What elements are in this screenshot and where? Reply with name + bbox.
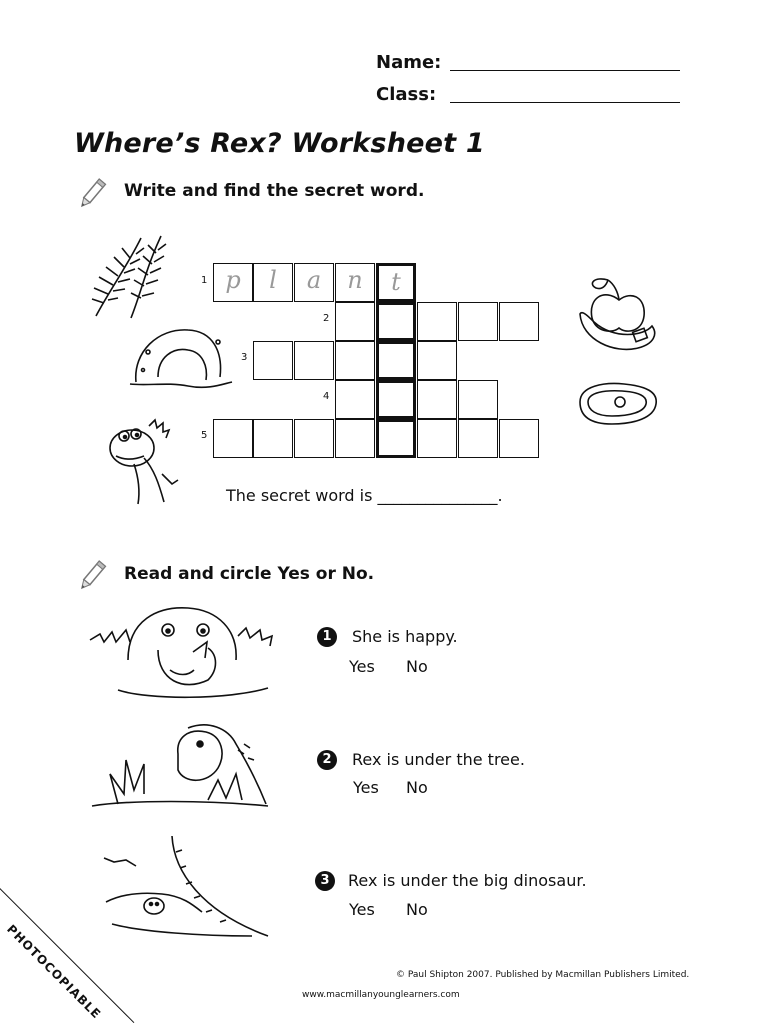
no-option-3[interactable]: No <box>406 900 428 919</box>
cell-letter: t <box>391 268 401 296</box>
crossword-cell[interactable] <box>335 419 375 458</box>
yes-option-2[interactable]: Yes <box>353 778 379 797</box>
crossword-cell[interactable] <box>417 341 457 380</box>
crossword-cell[interactable] <box>335 302 375 341</box>
name-line[interactable] <box>450 70 680 71</box>
copyright-text: © Paul Shipton 2007. Published by Macmillan Publishers Limited. <box>396 970 690 980</box>
yes-option-3[interactable]: Yes <box>349 900 375 919</box>
secret-word-sentence[interactable]: The secret word is _______________. <box>226 486 503 505</box>
crossword-cell[interactable] <box>294 341 334 380</box>
photocopiable-label: PHOTOCOPIABLE <box>4 922 104 1022</box>
cell-letter: n <box>347 266 363 294</box>
crossword-cell[interactable] <box>294 419 334 458</box>
crossword-secret-cell[interactable] <box>376 302 416 341</box>
page-title: Where’s Rex? Worksheet 1 <box>74 128 485 159</box>
crossword-cell[interactable] <box>417 380 457 419</box>
question-text-1: She is happy. <box>352 627 458 646</box>
clue-number-1: 1 <box>201 275 208 286</box>
question-number-3: 3 <box>315 871 335 891</box>
crossword-secret-cell[interactable] <box>376 263 416 302</box>
no-option-1[interactable]: No <box>406 657 428 676</box>
cell-letter: a <box>306 266 322 294</box>
yes-option-1[interactable]: Yes <box>349 657 375 676</box>
crossword-cell[interactable] <box>253 341 293 380</box>
clue-number-3: 3 <box>241 352 248 363</box>
cell-letter: l <box>269 266 277 294</box>
crossword-cell[interactable] <box>335 341 375 380</box>
crossword-cell[interactable] <box>458 419 498 458</box>
instruction-read: Read and circle Yes or No. <box>124 564 375 584</box>
fern-leaves-picture <box>86 228 176 320</box>
crossword-cell[interactable] <box>253 263 293 302</box>
crossword-cell[interactable] <box>213 419 253 458</box>
crossword-cell[interactable] <box>253 419 293 458</box>
crossword-cell[interactable] <box>499 419 539 458</box>
crossword-cell[interactable] <box>335 380 375 419</box>
class-line[interactable] <box>450 102 680 103</box>
crossword-cell[interactable] <box>458 302 498 341</box>
class-label: Class: <box>376 84 437 105</box>
cave-picture <box>128 322 236 394</box>
crossword-cell[interactable] <box>417 302 457 341</box>
crossword-cell[interactable] <box>458 380 498 419</box>
crossword-cell[interactable] <box>499 302 539 341</box>
instruction-write: Write and find the secret word. <box>124 181 425 201</box>
name-label: Name: <box>376 52 442 73</box>
crossword-secret-cell[interactable] <box>376 341 416 380</box>
clue-number-4: 4 <box>323 391 330 402</box>
crossword-secret-cell[interactable] <box>376 380 416 419</box>
question-number-2: 2 <box>317 750 337 770</box>
question-text-2: Rex is under the tree. <box>352 750 525 769</box>
question-text-3: Rex is under the big dinosaur. <box>348 871 587 890</box>
website-text[interactable]: www.macmillanyounglearners.com <box>302 990 460 1000</box>
clue-number-5: 5 <box>201 430 208 441</box>
cell-letter: p <box>225 266 241 294</box>
meat-picture <box>574 376 664 430</box>
clue-number-2: 2 <box>323 313 330 324</box>
small-dinosaur-picture <box>104 414 188 506</box>
pencil-icon <box>74 558 110 594</box>
rex-under-tree-picture <box>88 714 274 814</box>
question-number-1: 1 <box>317 627 337 647</box>
no-option-2[interactable]: No <box>406 778 428 797</box>
crossword-cell[interactable] <box>213 263 253 302</box>
crossword-cell[interactable] <box>294 263 334 302</box>
rex-under-big-dinosaur-picture <box>102 832 272 940</box>
crossword-cell[interactable] <box>335 263 375 302</box>
triceratops-bush-picture <box>88 600 282 712</box>
crossword-secret-cell[interactable] <box>376 419 416 458</box>
fruit-picture <box>574 270 664 356</box>
crossword-cell[interactable] <box>417 419 457 458</box>
pencil-icon <box>74 176 110 212</box>
